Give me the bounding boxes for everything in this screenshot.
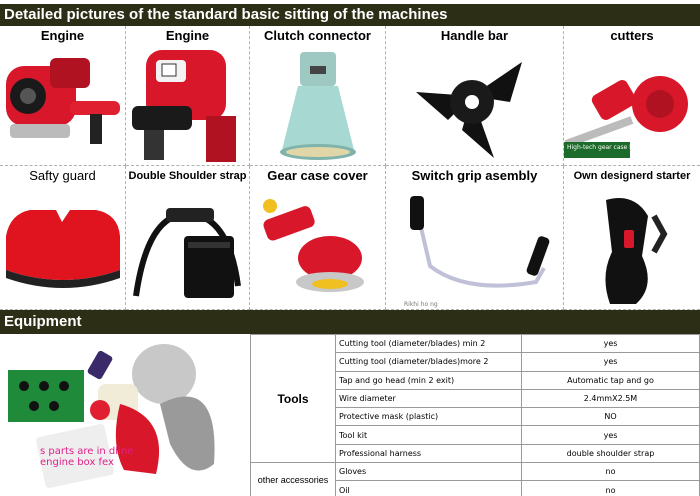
table-row	[251, 463, 700, 481]
accessories-image	[0, 334, 250, 496]
value-cell: no	[522, 463, 700, 481]
engine-image	[126, 46, 250, 166]
part-engine-1	[0, 26, 126, 166]
parts-grid	[0, 26, 700, 310]
value-cell: NO	[522, 408, 700, 426]
switch-caption: Rikhi ho ng	[404, 301, 438, 308]
value-cell: yes	[522, 426, 700, 444]
item-cell: Professional harness	[336, 444, 522, 462]
part-starter	[564, 166, 700, 310]
details-section-title: Detailed pictures of the standard basic sitting of the machines	[0, 4, 700, 26]
equipment-section-title: Equipment	[0, 310, 700, 334]
part-label: Double Shoulder strap	[128, 170, 247, 182]
value-cell: yes	[522, 335, 700, 353]
part-label: Safty guard	[29, 168, 96, 183]
group-label-accessories: other accessories	[251, 463, 336, 496]
item-cell: Tap and go head (min 2 exit)	[336, 371, 522, 389]
part-label: Own designerd starter	[573, 170, 691, 182]
switch-grip-image	[386, 186, 564, 310]
item-cell: Wire diameter	[336, 389, 522, 407]
part-label: Gear case cover	[267, 168, 368, 183]
part-clutch-connector	[250, 26, 386, 166]
part-handle-bar	[386, 26, 564, 166]
value-cell: Automatic tap and go	[522, 371, 700, 389]
item-cell: Protective mask (plastic)	[336, 408, 522, 426]
accessories-photo	[0, 334, 250, 496]
part-label: Engine	[165, 28, 210, 43]
item-cell: Cutting tool (diameter/blades)more 2	[336, 353, 522, 371]
equipment-section	[0, 334, 700, 496]
part-engine-2	[126, 26, 250, 166]
value-cell: 2.4mmX2.5M	[522, 389, 700, 407]
part-switch-grip	[386, 166, 564, 310]
part-gear-case-cover	[250, 166, 386, 310]
part-label: Handle bar	[440, 28, 509, 43]
gear-case-caption: High-tech gear case long time use	[567, 144, 671, 151]
value-cell: no	[522, 481, 700, 496]
item-cell: Tool kit	[336, 426, 522, 444]
group-label-tools: Tools	[251, 335, 336, 463]
table-row	[251, 335, 700, 353]
item-cell: Oil	[336, 481, 522, 496]
item-cell: Gloves	[336, 463, 522, 481]
part-safety-guard	[0, 166, 126, 310]
part-label: Switch grip asembly	[411, 168, 538, 183]
value-cell: yes	[522, 353, 700, 371]
part-label: cutters	[610, 28, 654, 43]
gear-case-cover-image	[250, 186, 386, 310]
part-label: Clutch connector	[264, 28, 371, 43]
accessories-note: s parts are in dline engine box fex	[40, 446, 134, 468]
gear-case-image	[564, 46, 700, 166]
safety-guard-image	[0, 186, 126, 310]
engine-image	[0, 46, 126, 166]
part-cutters	[564, 26, 700, 166]
part-label: Engine	[40, 28, 85, 43]
starter-grip-image	[564, 186, 700, 310]
shoulder-strap-image	[126, 186, 250, 310]
clutch-connector-image	[250, 46, 386, 166]
value-cell: double shoulder strap	[522, 444, 700, 462]
cutter-blade-image	[386, 46, 564, 166]
part-shoulder-strap	[126, 166, 250, 310]
equipment-table	[250, 334, 700, 496]
item-cell: Cutting tool (diameter/blades) min 2	[336, 335, 522, 353]
